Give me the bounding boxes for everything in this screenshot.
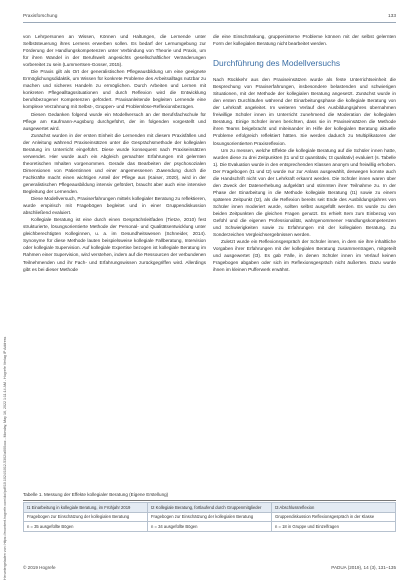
paragraph: Zunächst wurden in der ersten Einheit die Lernenden mit diesem Praxisfällen und der Anleitung während Praxiseinsätzen unter die Gesprächsmethode der kollegialen Beratung im Unterricht eingeführt. Diese wurde konsequent nach Praxiseinsätzen verwendet. Hier wurde auch ein Abgleich gemachter Erfahrungen mit gelernten theoretischen Inhalten vorgenommen. Gerade das Bearbeiten der psychosozialen Dimensionen von Patientinnen und einer angemessenen Zuwendung durch die Fachkräfte macht einen wichtigen Anteil der Pflege aus (Kaiser, 2020), wird in der generalistischen Pflegeausbildung intensiv gefördert, braucht aber auch eine intensive Begleitung der Lernenden.: [23, 132, 206, 195]
paragraph: Um zu messen, welche Effekte die kollegiale Beratung auf die Schüler innen hatte, wurden diese zu drei Zeitpunkten (t1 und t2 quantitativ, t3 qualitativ) evaluiert (s. Tabelle 1). Die Evaluation wurde in den entsprechenden Klassen anonym und freiwillig erhoben. Der Fragebogen (t1 und t2) wurde nur zur Anlass ausgewählt, deswegen konnte auch die Handschrift nicht von der Lehrkraft erkannt werden. Die Schüler innen waren über den Zweck der Datenerhebung aufgeklärt und stimmten ihrer Teilnahme zu. In der Phase der Einarbeitung in die Methode kollegiale Beratung (t1) sowie zu einem späteren Zeitpunkt (t2), als die Reflexion bereits seit Ende des Ausbildungsjahres von Schüler innen moderiert wurde, sollten selbst ausgefüllt werden. Es wurde zu den beiden Zeitpunkten die gleichen Fragen genutzt. Es erhielt Item zum Einbezug von Gefühl und die eigenen Professionalität, wahrgenommener Handlungskompetenzen und Schwierigkeiten sowie zu Erfahrungen mit der kollegialen Beratung. Zu Sonderzeichen Vergleichsergebnissen werden.: [213, 147, 396, 238]
table-cell: n = 34 ausgefüllte Bögen: [148, 522, 272, 532]
right-column: [213, 33, 396, 273]
download-watermark-strip: [0, 8, 8, 580]
table-cell: Fragebogen zur Einschätzung der kollegialen Beratung: [24, 512, 148, 522]
table-cell: t3 Abschlussreflexion: [272, 503, 396, 513]
table-cell: Fragebogen zur Einschätzung der kollegialen Beratung: [148, 512, 272, 522]
left-column: [23, 33, 206, 273]
paragraph: Nach Rückkehr aus den Praxiseinsätzen wurde als feste Unterrichtseinheit die Besprechung von Praxiserfahrungen, insbesondere belastenden und schwierigen Situationen, mit der Methode der kollegialen Beratung angesetzt. Zunächst wurde in den ersten Durchläufen während der Einarbeitungsphase die kollegiale Beratung von der Lehrkraft angeleitet. Im weiteren Verlauf des Ausbildungsjahres übernahmen freiwillige Schüler innen im Unterricht zunehmend die Moderation der kollegialen Beratung. Einige Schüler innen berichten, dass sie in Praxiseinsätzen die Methode ihren Teams beigebracht und miteinander im Hilfe der kollegialen Beratung aktuelle Probleme erfolgreich reflektiert hätten. Sie werden dadurch zu Multiplikatoren der lösungsorientierten Praxisreflexion.: [213, 77, 396, 146]
paragraph: von Lehrpersonen an Wissen, Können und Haltungen, die Lernende unter Selbststeuerung ihres Lernens erwerben sollen. Es bedarf der Lernumgebung zur Förderung der Handlungskompetenzen unter Verbindung von Theorie und Praxis, um für ihren Wandel in der Berufswelt angesichts gesellschaftlicher Veränderungen vorbereitet zu sein (Lummertsen-Gosser, 2015).: [23, 34, 206, 68]
page-footer: [23, 565, 396, 574]
download-watermark-text: Heruntergeladen von: https://econtent.hogrefe.com/doi/pdf/10.1024/1012-5302/a000xxx - Monday, May 16, 2022 1:11:14 AM - Hogrefe Verlag IP Address: [3, 336, 7, 580]
table-row: [24, 522, 396, 532]
page-header: [23, 12, 396, 23]
paragraph: Diesen Gedanken folgend wurde ein Modellversuch an der Berufsfachschule für Pflege am Kaufmann-Augsburg durchgeführt, der im folgenden vorgestellt und ausgewertet wird.: [23, 111, 206, 131]
paragraph: die eine Einschränkung, gruppeninterne Probleme können mit der selbst gelernten Form der kollegialen Beratung nicht bearbeitet werden.: [213, 34, 396, 47]
table-cell: n = 18 in Gruppe und Einzelfragen: [272, 522, 396, 532]
paragraph: Kollegiale Beratung ist eine durch einen Gesprächsleitfaden (Tietze, 2010) fest strukturierte, lösungsorientierte Methode der Personal- und Qualitätsentwicklung unter gleichberechtigten Kolleginnen, u. a. im Gesundheitswesen (Schneider, 2014). Synonyme für diese Methode lauten beispielsweise kollegiale Fallberatung, Intervision oder kollegiale Supervision. Auf kollegiale Expertise bezogen ist kollegiale Beratung im Rahmen einer Supervision, wird verstehen, indem auf die Ressourcen der verbundenen Teilnehmenden und ihr Fach- und Erfahrungswissen zurückgegriffen wird. Allerdings gibt es bei dieser Methode: [23, 217, 206, 272]
section-title: Durchführung des Modellversuchs: [213, 58, 341, 69]
table-cell: t1 Einarbeitung in kollegiale Beratung, im Frühjahr 2019: [24, 503, 148, 513]
table-cell: t2 Kollegiale Beratung, fortlaufend durch Gruppenmitglieder: [148, 503, 272, 513]
table-cell: n = 35 ausgefüllte Bögen: [24, 522, 148, 532]
table-cell: Gruppendiskussion Reflexionsgespräch in der Klasse: [272, 512, 396, 522]
citation: PADUA (2019), 14 (3), 131–135: [331, 565, 396, 570]
copyright: © 2019 Hogrefe: [23, 565, 56, 570]
evaluation-table: [23, 502, 396, 532]
table-row: [24, 503, 396, 513]
running-head: Praxisforschung: [23, 14, 58, 19]
paragraph: Diese Modellversuch, Praxiserfahrungen mittels kollegialer Beratung zu reflektieren, wurde empirisch mit Fragebögen begleitet und in einer Gruppendiskussion abschließend evaluiert.: [23, 196, 206, 216]
table-caption: Tabelle 1. Messung der Effekte kollegialer Beratung (Eigene Erstellung): [23, 491, 396, 501]
paragraph: Die Praxis gilt als Ort der generalistischen Pflegeausbildung um eine geeignete Ermöglichungsdidaktik, um Wissen für konkrete Probleme des Arbeitsalltags nutzbar zu machen und sicheres Handeln zu ermöglichen. Durch Arbeiten und Lernen mit konkreten Pflegealltagssituationen und durch Reflexion wird die Entwicklung berufsbezogener Kompetenzen gefördert. Praxisanleitende begleiten Lernende eine komplexe Verzahnung mit Selbst-, Gruppen- und Problemlöse-Reflexionsbezügen.: [23, 69, 206, 110]
table-1: [23, 491, 396, 532]
table-row: [24, 512, 396, 522]
paragraph: Zuletzt wurde ein Reflexionsgespräch der Schüler innen, in dem sie ihre inhaltliche Vorgaben ihrer Erfahrungen mit der kollegialen Beratung zusammentragen, mitgeteilt und ausgewertet (t3). Es gab Fälle, in denen Schüler innen im Verlauf keinen Fragebogen abgaben oder sich im Reflexionsgespräch nicht äußerten. Dazu wurde ihnen im kleinen Pufferwerk erwähnt.: [213, 239, 396, 273]
page-number: 133: [387, 14, 396, 19]
